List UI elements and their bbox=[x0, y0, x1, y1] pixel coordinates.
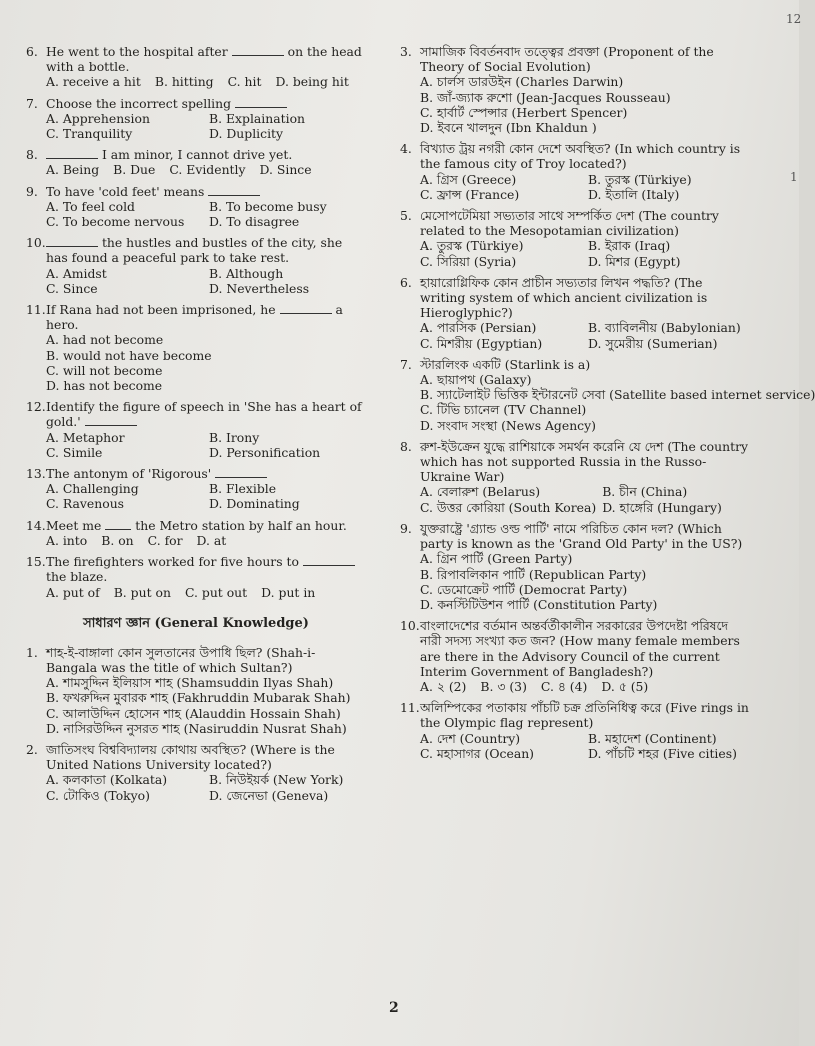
question-text-before: To have 'cold feet' means bbox=[46, 183, 205, 199]
question bbox=[26, 645, 366, 736]
question-number: 14. bbox=[26, 517, 46, 533]
question-text bbox=[46, 184, 366, 199]
answer-option: A. Apprehension bbox=[46, 110, 150, 126]
answer-option: A. ২ (2) bbox=[420, 678, 467, 694]
question-stem bbox=[26, 518, 366, 533]
answer-option: B. Flexible bbox=[209, 481, 277, 497]
question-stem bbox=[400, 357, 750, 372]
answer-options bbox=[400, 484, 750, 514]
question-number: 11. bbox=[26, 302, 46, 318]
question-stem bbox=[26, 466, 366, 481]
question-text-span: হায়ারোগ্লিফিক কোন প্রাচীন সভ্যতার লিখন পদ্ধতি? (The writing system of which ancient civilization is Hieroglyphic?) bbox=[420, 274, 708, 321]
answer-option: A. Being bbox=[46, 162, 100, 178]
question-text bbox=[46, 147, 366, 162]
question bbox=[400, 141, 750, 202]
question-text-span: বিখ্যাত ট্রয় নগরী কোন দেশে অবস্থিত? (In which country is the famous city of Troy located?) bbox=[420, 141, 741, 172]
question-number: 9. bbox=[400, 520, 412, 536]
answer-option: A. ছায়াপথ (Galaxy) bbox=[420, 372, 532, 388]
question-text bbox=[420, 357, 750, 372]
answer-option: A. Amidst bbox=[46, 265, 107, 281]
answer-options bbox=[26, 430, 366, 460]
question-text bbox=[420, 439, 750, 485]
answer-options bbox=[26, 199, 366, 229]
answer-options bbox=[26, 266, 366, 296]
question-text-after: the Metro station by half an hour. bbox=[135, 517, 347, 533]
answer-options bbox=[26, 481, 366, 511]
question-number: 8. bbox=[26, 147, 38, 163]
answer-option: B. Explaination bbox=[209, 110, 306, 126]
answer-option: A. To feel cold bbox=[46, 198, 135, 214]
answer-option: A. তুরস্ক (Türkiye) bbox=[420, 238, 524, 254]
answer-option: B. put on bbox=[113, 584, 171, 600]
answer-options bbox=[400, 372, 815, 433]
answer-option: C. টোকিও (Tokyo) bbox=[46, 787, 150, 803]
question-text-span: অলিম্পিকের পতাকায় পাঁচটি চক্র প্রতিনিধিত্ব করে (Five rings in the Olympic flag represent) bbox=[420, 700, 749, 731]
question bbox=[26, 302, 366, 393]
question-number: 4. bbox=[400, 141, 412, 157]
question bbox=[26, 518, 366, 548]
english-questions bbox=[26, 44, 366, 600]
question-stem bbox=[400, 439, 750, 485]
answer-options bbox=[26, 162, 366, 177]
question-text-span: স্টারলিংক একটি (Starlink is a) bbox=[420, 356, 591, 372]
answer-option: C. টিভি চ্যানেল (TV Channel) bbox=[420, 402, 587, 418]
question-text-before: Meet me bbox=[46, 517, 102, 533]
answer-option: B. ইরাক (Iraq) bbox=[588, 238, 671, 254]
question-number: 5. bbox=[400, 208, 412, 224]
question-number: 11. bbox=[400, 700, 420, 716]
question bbox=[26, 399, 366, 460]
question-text-before: He went to the hospital after bbox=[46, 44, 228, 59]
left-column bbox=[26, 44, 366, 809]
question-text bbox=[46, 96, 366, 111]
answer-option: C. hit bbox=[227, 74, 262, 90]
answer-option: A. শামসুদ্দিন ইলিয়াস শাহ (Shamsuddin Ilyas Shah) bbox=[46, 675, 334, 691]
answer-option: B. নিউইয়র্ক (New York) bbox=[209, 772, 344, 788]
answer-option: A. put of bbox=[46, 584, 100, 600]
question-text-span: রুশ-ইউক্রেন যুদ্ধে রাশিয়াকে সমর্থন করেনি যে দেশ (The country which has not supported Russia in the Russo-Ukraine War) bbox=[420, 438, 748, 485]
section-title-general-knowledge: সাধারণ জ্ঞান (General Knowledge) bbox=[83, 615, 309, 631]
answer-option: A. পারসিক (Persian) bbox=[420, 320, 537, 336]
answer-options bbox=[26, 675, 366, 736]
question-stem bbox=[400, 141, 750, 171]
question-number: 13. bbox=[26, 466, 46, 482]
answer-option: B. on bbox=[101, 532, 134, 548]
answer-option: B. জাঁ-জ্যাক রুশো (Jean-Jacques Rousseau) bbox=[420, 89, 671, 105]
question-text bbox=[420, 141, 750, 171]
question-text bbox=[46, 399, 366, 429]
answer-option: D. Dominating bbox=[209, 496, 300, 512]
question-stem bbox=[26, 184, 366, 199]
answer-option: C. Evidently bbox=[169, 162, 246, 178]
question bbox=[400, 356, 815, 433]
answer-options bbox=[400, 238, 750, 268]
answer-option: C. Simile bbox=[46, 444, 103, 460]
answer-option: A. had not become bbox=[46, 332, 164, 348]
answer-option: D. Since bbox=[259, 162, 312, 178]
answer-option: C. Since bbox=[46, 280, 98, 296]
question-number: 7. bbox=[26, 95, 38, 111]
answer-blank bbox=[46, 236, 98, 247]
question bbox=[26, 147, 366, 177]
gk-questions-right bbox=[400, 44, 815, 761]
question bbox=[26, 466, 366, 512]
question-stem bbox=[26, 147, 366, 162]
answer-options bbox=[26, 74, 366, 89]
edge-mark-mid: 1 bbox=[790, 170, 798, 184]
answer-option: B. রিপাবলিকান পার্টি (Republican Party) bbox=[420, 566, 647, 582]
question-text bbox=[46, 742, 366, 772]
question-stem bbox=[400, 208, 750, 238]
question bbox=[400, 521, 750, 612]
answer-option: B. চীন (China) bbox=[602, 484, 688, 500]
answer-options bbox=[26, 111, 366, 141]
question-number: 3. bbox=[400, 44, 412, 59]
answer-blank bbox=[208, 185, 260, 196]
question-stem bbox=[400, 700, 750, 730]
question-text-span: শাহ-ই-বাঙ্গালা কোন সুলতানের উপাধি ছিল? (Shah-i-Bangala was the title of which Sultan?) bbox=[46, 644, 316, 675]
answer-option: D. মিশর (Egypt) bbox=[588, 253, 681, 269]
question bbox=[400, 275, 750, 351]
answer-option: D. ৫ (5) bbox=[601, 678, 649, 694]
answer-option: B. ফখরুদ্দিন মুবারক শাহ (Fakhruddin Mubarak Shah) bbox=[46, 690, 351, 706]
question bbox=[400, 439, 750, 515]
gk-questions-left bbox=[26, 645, 366, 803]
question-stem bbox=[400, 618, 750, 679]
answer-option: A. receive a hit bbox=[46, 74, 141, 90]
answer-options bbox=[26, 585, 366, 600]
answer-option: D. has not become bbox=[46, 378, 163, 394]
question-text bbox=[420, 208, 750, 238]
answer-option: A. Challenging bbox=[46, 481, 139, 497]
question-text-before: Choose the incorrect spelling bbox=[46, 95, 232, 111]
answer-option: D. at bbox=[196, 532, 227, 548]
question-text-span: যুক্তরাষ্ট্রে 'গ্র্যান্ড ওল্ড পার্টি' নামে পরিচিত কোন দল? (Which party is known as the 'Grand Old Party' in the US?) bbox=[420, 520, 743, 552]
question bbox=[26, 44, 366, 90]
question-stem bbox=[26, 44, 366, 74]
answer-option: A. গ্রিন পার্টি (Green Party) bbox=[420, 551, 573, 567]
answer-blank bbox=[235, 97, 287, 108]
question-text-span: জাতিসংঘ বিশ্ববিদ্যালয় কোথায় অবস্থিত? (Where is the United Nations University located?) bbox=[46, 741, 335, 773]
question-stem bbox=[26, 96, 366, 111]
right-column bbox=[400, 44, 815, 767]
answer-blank bbox=[232, 45, 284, 56]
question bbox=[26, 554, 366, 600]
answer-option: D. Nevertheless bbox=[209, 280, 310, 296]
answer-option: C. উত্তর কোরিয়া (South Korea) bbox=[420, 499, 597, 515]
question-text bbox=[46, 518, 366, 533]
question-stem bbox=[26, 645, 366, 675]
answer-options bbox=[26, 533, 366, 548]
answer-option: C. ৪ (4) bbox=[540, 678, 588, 694]
question-number: 8. bbox=[400, 438, 412, 454]
answer-option: B. Due bbox=[113, 162, 156, 178]
answer-options bbox=[400, 320, 750, 350]
answer-option: B. would not have become bbox=[46, 347, 212, 363]
answer-option: B. ব্যাবিলনীয় (Babylonian) bbox=[588, 320, 741, 336]
question bbox=[400, 700, 750, 761]
question-text-before: The antonym of 'Rigorous' bbox=[46, 466, 212, 482]
answer-option: B. স্যাটেলাইট ভিত্তিক ইন্টারনেট সেবা (Satellite based internet service) bbox=[420, 387, 815, 403]
question-text bbox=[420, 618, 750, 679]
answer-option: C. ডেমোক্রেট পার্টি (Democrat Party) bbox=[420, 581, 628, 597]
question-number: 12. bbox=[26, 399, 46, 415]
answer-option: A. গ্রিস (Greece) bbox=[420, 171, 517, 187]
answer-option: D. Personification bbox=[209, 444, 321, 460]
question-text bbox=[46, 44, 366, 74]
answer-option: A. কলকাতা (Kolkata) bbox=[46, 772, 168, 788]
question bbox=[400, 618, 750, 694]
question-text bbox=[46, 235, 366, 265]
question-number: 2. bbox=[26, 741, 38, 757]
answer-option: D. পাঁচটি শহর (Five cities) bbox=[588, 745, 737, 761]
answer-option: D. ইতালি (Italy) bbox=[588, 186, 680, 202]
answer-option: C. To become nervous bbox=[46, 214, 185, 230]
answer-blank bbox=[280, 303, 332, 314]
answer-option: D. সংবাদ সংস্থা (News Agency) bbox=[420, 417, 596, 433]
answer-option: C. will not become bbox=[46, 362, 163, 378]
answer-blank bbox=[46, 148, 98, 159]
answer-option: C. Tranquility bbox=[46, 126, 133, 142]
question-number: 9. bbox=[26, 183, 38, 199]
answer-options bbox=[400, 551, 750, 612]
answer-option: A. Metaphor bbox=[46, 429, 125, 445]
answer-option: A. চার্লস ডারউইন (Charles Darwin) bbox=[420, 74, 624, 90]
question-stem bbox=[400, 44, 750, 74]
answer-option: D. To disagree bbox=[209, 214, 300, 230]
question-text-span: সামাজিক বিবর্তনবাদ তত্ত্বের প্রবক্তা (Proponent of the Theory of Social Evolution) bbox=[420, 44, 714, 75]
answer-option: B. Irony bbox=[209, 429, 260, 445]
answer-option: A. into bbox=[46, 532, 88, 548]
question-text bbox=[46, 466, 366, 481]
answer-option: A. দেশ (Country) bbox=[420, 730, 521, 746]
question bbox=[26, 96, 366, 142]
question-text-before: The firefighters worked for five hours to bbox=[46, 554, 299, 570]
question-stem bbox=[400, 275, 750, 321]
question-stem bbox=[26, 235, 366, 265]
question-number: 6. bbox=[26, 44, 38, 59]
question-text bbox=[46, 554, 366, 584]
question bbox=[400, 208, 750, 269]
answer-option: D. জেনেভা (Geneva) bbox=[209, 787, 329, 803]
question-text-after: the hustles and bustles of the city, she has found a peaceful park to take rest. bbox=[46, 235, 343, 266]
answer-option: A. বেলারুশ (Belarus) bbox=[420, 484, 541, 500]
answer-option: B. মহাদেশ (Continent) bbox=[588, 730, 717, 746]
question bbox=[26, 235, 366, 296]
answer-option: B. ৩ (3) bbox=[480, 678, 527, 694]
question-text-after: on the head with a bottle. bbox=[46, 44, 362, 75]
answer-option: C. মিশরীয় (Egyptian) bbox=[420, 335, 543, 351]
question-text bbox=[420, 275, 750, 321]
answer-option: D. ইবনে খালদুন (Ibn Khaldun ) bbox=[420, 120, 597, 136]
answer-option: C. আলাউদ্দিন হোসেন শাহ (Alauddin Hossain Shah) bbox=[46, 705, 341, 721]
answer-option: D. সুমেরীয় (Sumerian) bbox=[588, 335, 718, 351]
question bbox=[400, 44, 750, 135]
question-text-after: a hero. bbox=[46, 302, 343, 333]
answer-options bbox=[26, 332, 366, 393]
answer-option: B. তুরস্ক (Türkiye) bbox=[588, 171, 692, 187]
question-stem bbox=[26, 302, 366, 332]
answer-option: C. সিরিয়া (Syria) bbox=[420, 253, 517, 269]
question-text-after: the blaze. bbox=[46, 569, 108, 585]
question-text-before: If Rana had not been imprisoned, he bbox=[46, 302, 276, 318]
answer-option: D. Duplicity bbox=[209, 126, 284, 142]
answer-options bbox=[400, 172, 750, 202]
question-text-after: I am minor, I cannot drive yet. bbox=[101, 147, 293, 163]
question-number: 15. bbox=[26, 554, 46, 570]
question-number: 7. bbox=[400, 356, 412, 372]
answer-options bbox=[400, 679, 750, 694]
answer-option: B. To become busy bbox=[209, 198, 327, 214]
answer-option: C. for bbox=[147, 532, 183, 548]
question-stem bbox=[26, 399, 366, 429]
question-number: 6. bbox=[400, 274, 412, 290]
question-text bbox=[420, 44, 750, 74]
question bbox=[26, 742, 366, 803]
question-number: 10. bbox=[400, 618, 420, 634]
question-text-before: Identify the figure of speech in 'She has a heart of gold.' bbox=[46, 399, 362, 430]
answer-blank bbox=[303, 555, 355, 566]
answer-option: B. Although bbox=[209, 265, 284, 281]
answer-option: D. হাঙ্গেরি (Hungary) bbox=[602, 499, 722, 515]
answer-option: C. put out bbox=[184, 584, 248, 600]
answer-options bbox=[26, 772, 366, 802]
answer-option: C. Ravenous bbox=[46, 496, 125, 512]
edge-mark-top: 12 bbox=[786, 12, 802, 26]
answer-option: D. put in bbox=[261, 584, 316, 600]
answer-options bbox=[400, 731, 750, 761]
question-text-span: মেসোপটেমিয়া সভ্যতার সাথে সম্পর্কিত দেশ (The country related to the Mesopotamian civilization) bbox=[420, 208, 719, 239]
answer-option: C. মহাসাগর (Ocean) bbox=[420, 745, 535, 761]
question-text bbox=[46, 302, 366, 332]
answer-options bbox=[400, 74, 750, 135]
question-number: 10. bbox=[26, 235, 46, 251]
answer-blank bbox=[85, 415, 137, 426]
answer-option: D. নাসিরউদ্দিন নুসরত শাহ (Nasiruddin Nusrat Shah) bbox=[46, 720, 347, 736]
answer-blank bbox=[215, 467, 267, 478]
answer-option: C. ফ্রান্স (France) bbox=[420, 186, 520, 202]
page-number: 2 bbox=[389, 1000, 399, 1016]
question-number: 1. bbox=[26, 644, 38, 660]
question-stem bbox=[26, 554, 366, 584]
question-text bbox=[420, 700, 750, 730]
answer-option: D. being hit bbox=[275, 74, 349, 90]
question-stem bbox=[26, 742, 366, 772]
question-text bbox=[420, 521, 750, 551]
answer-option: D. কনস্টিটিউশন পার্টি (Constitution Party) bbox=[420, 596, 658, 612]
answer-option: B. hitting bbox=[154, 74, 214, 90]
answer-blank bbox=[105, 519, 131, 530]
question-text bbox=[46, 645, 366, 675]
question-stem bbox=[400, 521, 750, 551]
question bbox=[26, 184, 366, 230]
question-text-span: বাংলাদেশের বর্তমান অন্তর্বর্তীকালীন সরকারের উপদেষ্টা পরিষদে নারী সদস্য সংখ্যা কত জন? (How many female members are there in the Advisory Council of the current Interim Government of Bangladesh?) bbox=[420, 618, 740, 679]
answer-option: C. হার্বার্ট স্পেন্সার (Herbert Spencer) bbox=[420, 104, 628, 120]
